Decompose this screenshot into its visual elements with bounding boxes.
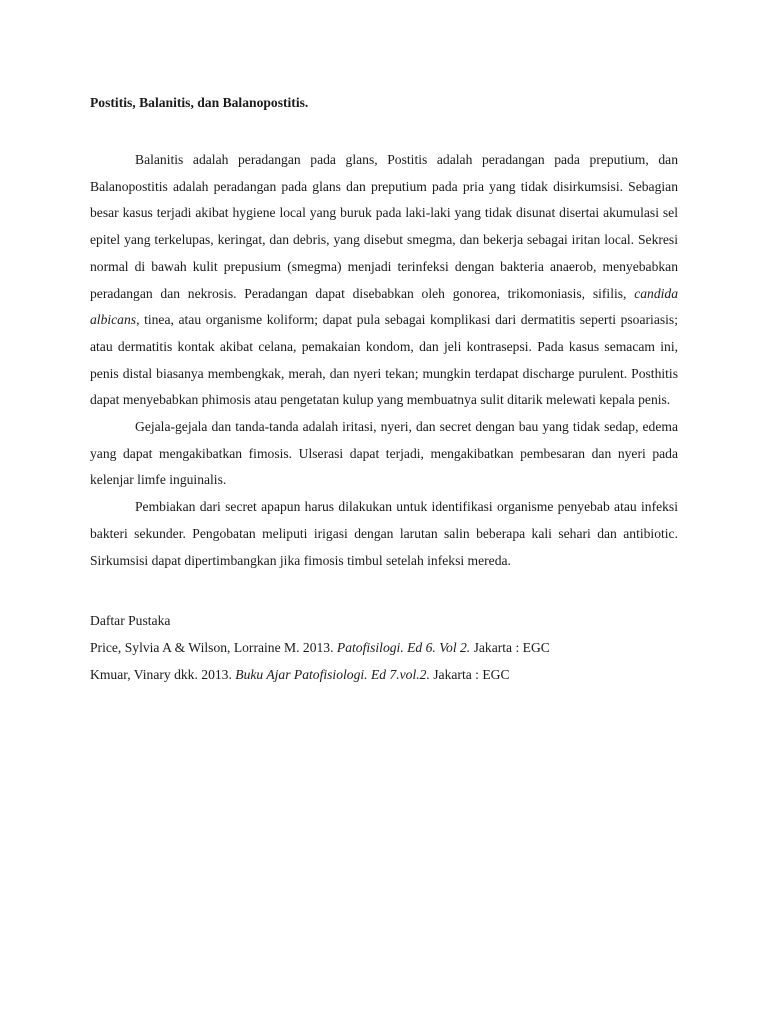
reference-title: Buku Ajar Patofisiologi. Ed 7.vol.2.	[235, 666, 430, 682]
paragraph-definition-text-end: , tinea, atau organisme koliform; dapat pula sebagai komplikasi dari dermatitis seperti psoariasis; atau dermatitis kontak akibat celana, pemakaian kondom, dan jeli kontrasepsi. Pada kasus semacam ini, penis distal biasanya membengkak, merah, dan nyeri tekan; mungkin terdapat discharge purulent. Posthitis dapat menyebabkan phimosis atau pengetatan kulup yang membuatnya sulit ditarik melewati kepala penis.	[90, 312, 678, 408]
reference-authors: Kmuar, Vinary dkk. 2013.	[90, 666, 236, 682]
paragraph-symptoms: Gejala-gejala dan tanda-tanda adalah iritasi, nyeri, dan secret dengan bau yang tidak sedap, edema yang dapat mengakibatkan fimosis. Ulserasi dapat terjadi, mengakibatkan pembesaran dan nyeri pada kelenjar limfe inguinalis.	[90, 419, 678, 488]
paragraph-treatment: Pembiakan dari secret apapun harus dilakukan untuk identifikasi organisme penyebab atau infeksi bakteri sekunder. Pengobatan meliputi irigasi dengan larutan salin beberapa kali sehari dan antibiotic. Sirkumsisi dapat dipertimbangkan jika fimosis timbul setelah infeksi mereda.	[90, 499, 678, 568]
reference-item	[90, 635, 678, 662]
paragraph-definition	[90, 147, 678, 414]
document-body	[90, 94, 678, 688]
organism-name-italic: candida albicans	[90, 285, 678, 328]
paragraph-definition-text-start: Balanitis adalah peradangan pada glans, Postitis adalah peradangan pada preputium, dan Balanopostitis adalah peradangan pada glans dan preputium pada pria yang tidak disirkumsisi. Sebagian besar kasus terjadi akibat hygiene local yang buruk pada laki-laki yang tidak disunat disertai akumulasi sel epitel yang terkelupas, keringat, dan debris, yang disebut smegma, dan bekerja sebagai iritan local. Sekresi normal di bawah kulit prepusium (smegma) menjadi terinfeksi dengan bakteria anaerob, menyebabkan peradangan dan nekrosis. Peradangan dapat disebabkan oleh gonorea, trikomoniasis, sifilis,	[90, 152, 678, 301]
reference-authors: Price, Sylvia A & Wilson, Lorraine M. 2013.	[90, 639, 337, 655]
reference-title: Patofisilogi. Ed 6. Vol 2.	[336, 639, 471, 655]
reference-item	[90, 662, 678, 689]
reference-publisher: Jakarta : EGC	[429, 666, 510, 682]
references-heading: Daftar Pustaka	[90, 613, 171, 629]
reference-publisher: Jakarta : EGC	[470, 639, 550, 655]
document-title: Postitis, Balanitis, dan Balanopostitis.	[90, 95, 309, 110]
